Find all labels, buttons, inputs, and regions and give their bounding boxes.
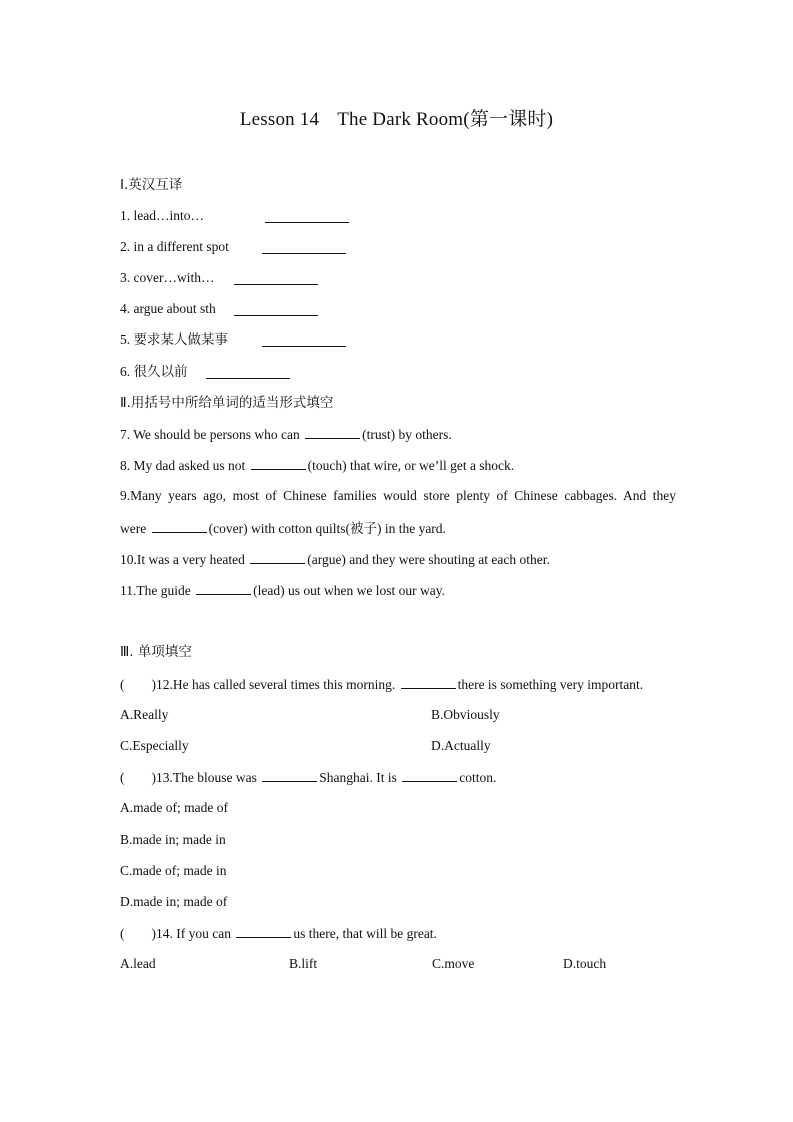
answer-blank[interactable]: [262, 240, 346, 254]
vocab-item-3: 3. cover…with…: [120, 269, 214, 287]
option-a: A.made of; made of: [120, 800, 228, 815]
question-7: 7. We should be persons who can (trust) by others.: [120, 427, 452, 442]
section-3-heading: Ⅲ. 单项填空: [120, 644, 192, 660]
answer-blank[interactable]: [265, 209, 349, 223]
answer-blank[interactable]: [234, 271, 318, 285]
vocab-item-6: 6. 很久以前: [120, 363, 188, 381]
vocab-item-2: 2. in a different spot: [120, 238, 229, 256]
answer-blank[interactable]: [402, 768, 457, 782]
lesson-number: Lesson 14: [239, 109, 320, 130]
page-title: [0, 104, 793, 131]
question-14: ( )14. If you can us there, that will be great.: [120, 926, 437, 941]
answer-blank[interactable]: [206, 365, 290, 379]
option-d: D.Actually: [431, 738, 491, 753]
answer-parentheses[interactable]: ( ): [120, 677, 156, 692]
option-a: A.lead: [120, 956, 156, 971]
answer-blank[interactable]: [234, 302, 318, 316]
option-c: C.Especially: [120, 738, 189, 753]
answer-blank[interactable]: [401, 675, 456, 689]
option-d: D.touch: [563, 956, 607, 971]
option-b: B.lift: [289, 956, 318, 971]
question-13: ( )13.The blouse was Shanghai. It is cotton.: [120, 770, 497, 785]
section-2-heading: Ⅱ.用括号中所给单词的适当形式填空: [120, 395, 334, 411]
answer-parentheses[interactable]: ( ): [120, 770, 156, 785]
option-b: B.made in; made in: [120, 832, 226, 847]
question-9-line-1: 9.Many years ago, most of Chinese families would store plenty of Chinese cabbages. And they: [120, 488, 676, 503]
answer-blank[interactable]: [262, 333, 346, 347]
question-10: 10.It was a very heated (argue) and they were shouting at each other.: [120, 552, 550, 567]
question-9-line-2: were (cover) with cotton quilts(被子) in the yard.: [120, 521, 446, 536]
option-a: A.Really: [120, 707, 169, 722]
question-8: 8. My dad asked us not (touch) that wire, or we’ll get a shock.: [120, 458, 515, 473]
answer-blank[interactable]: [152, 519, 207, 533]
question-11: 11.The guide (lead) us out when we lost our way.: [120, 583, 445, 598]
vocab-item-5: 5. 要求某人做某事: [120, 331, 228, 349]
vocab-item-4: 4. argue about sth: [120, 300, 216, 318]
answer-blank[interactable]: [251, 456, 306, 470]
answer-parentheses[interactable]: ( ): [120, 926, 156, 941]
vocab-item-1: 1. lead…into…: [120, 207, 204, 225]
lesson-name: The Dark Room(第一课时): [337, 109, 554, 130]
section-1-heading: Ⅰ.英汉互译: [120, 177, 183, 193]
question-12: ( )12.He has called several times this morning. there is something very important.: [120, 677, 644, 692]
option-d: D.made in; made of: [120, 894, 228, 909]
answer-blank[interactable]: [262, 768, 317, 782]
answer-blank[interactable]: [196, 581, 251, 595]
answer-blank[interactable]: [236, 924, 291, 938]
answer-blank[interactable]: [250, 550, 305, 564]
option-b: B.Obviously: [431, 707, 500, 722]
option-c: C.made of; made in: [120, 863, 227, 878]
answer-blank[interactable]: [305, 425, 360, 439]
option-c: C.move: [432, 956, 475, 971]
